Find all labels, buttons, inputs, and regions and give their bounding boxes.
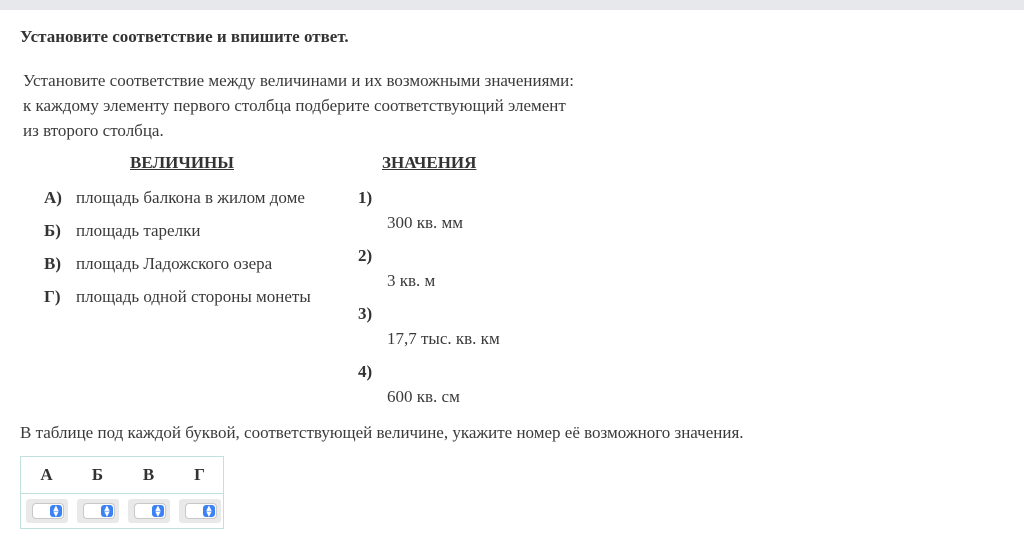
answer-header-g: Г [194, 465, 205, 484]
values-column-title: ЗНАЧЕНИЯ [382, 153, 477, 172]
quantity-letter: Б) [44, 221, 61, 240]
quantities-column-title: ВЕЛИЧИНЫ [130, 153, 234, 172]
value-text-3: 17,7 тыс. кв. км [387, 329, 500, 348]
intro-line: из второго столбца. [23, 121, 164, 140]
chevron-updown-icon: ▲ ▼ [152, 505, 164, 517]
quantity-text: площадь балкона в жилом доме [76, 188, 305, 207]
value-number-3: 3) [358, 304, 373, 323]
answer-cell-v [128, 499, 170, 523]
answer-select-g[interactable] [185, 503, 217, 519]
value-number-2: 2) [358, 246, 373, 265]
quantity-text: площадь Ладожского озера [76, 254, 273, 273]
task-intro [23, 68, 623, 143]
quantity-item-b [44, 221, 200, 241]
answer-header-v: В [142, 465, 155, 484]
answer-header-b: Б [91, 465, 104, 484]
answer-table [20, 456, 224, 529]
quantity-letter: В) [44, 254, 61, 273]
quantity-item-v [44, 254, 272, 274]
quantity-letter: А) [44, 188, 62, 207]
answer-select-v[interactable] [134, 503, 166, 519]
answer-cell-b [77, 499, 119, 523]
quantity-text: площадь одной стороны монеты [76, 287, 311, 306]
value-number-1: 1) [358, 188, 373, 207]
chevron-updown-icon: ▲ ▼ [203, 505, 215, 517]
answer-instruction: В таблице под каждой буквой, соответствующей величине, укажите номер её возможного значения. [20, 423, 744, 442]
value-text-2: 3 кв. м [387, 271, 436, 290]
quantity-letter: Г) [44, 287, 61, 306]
quantity-item-g [44, 287, 311, 307]
task-heading: Установите соответствие и впишите ответ. [20, 27, 349, 46]
quantity-item-a [44, 188, 305, 208]
answer-select-a[interactable] [32, 503, 64, 519]
intro-line: к каждому элементу первого столбца подберите соответствующий элемент [23, 96, 566, 115]
chevron-updown-icon: ▲ ▼ [101, 505, 113, 517]
answer-table-header [21, 457, 223, 494]
value-text-4: 600 кв. см [387, 387, 460, 406]
value-number-4: 4) [358, 362, 373, 381]
intro-line: Установите соответствие между величинами и их возможными значениями: [23, 71, 574, 90]
answer-cell-a [26, 499, 68, 523]
top-bar [0, 0, 1024, 10]
answer-header-a: А [40, 465, 53, 484]
chevron-updown-icon: ▲ ▼ [50, 505, 62, 517]
quantity-text: площадь тарелки [76, 221, 201, 240]
value-text-1: 300 кв. мм [387, 213, 464, 232]
answer-cell-g [179, 499, 221, 523]
answer-select-b[interactable] [83, 503, 115, 519]
